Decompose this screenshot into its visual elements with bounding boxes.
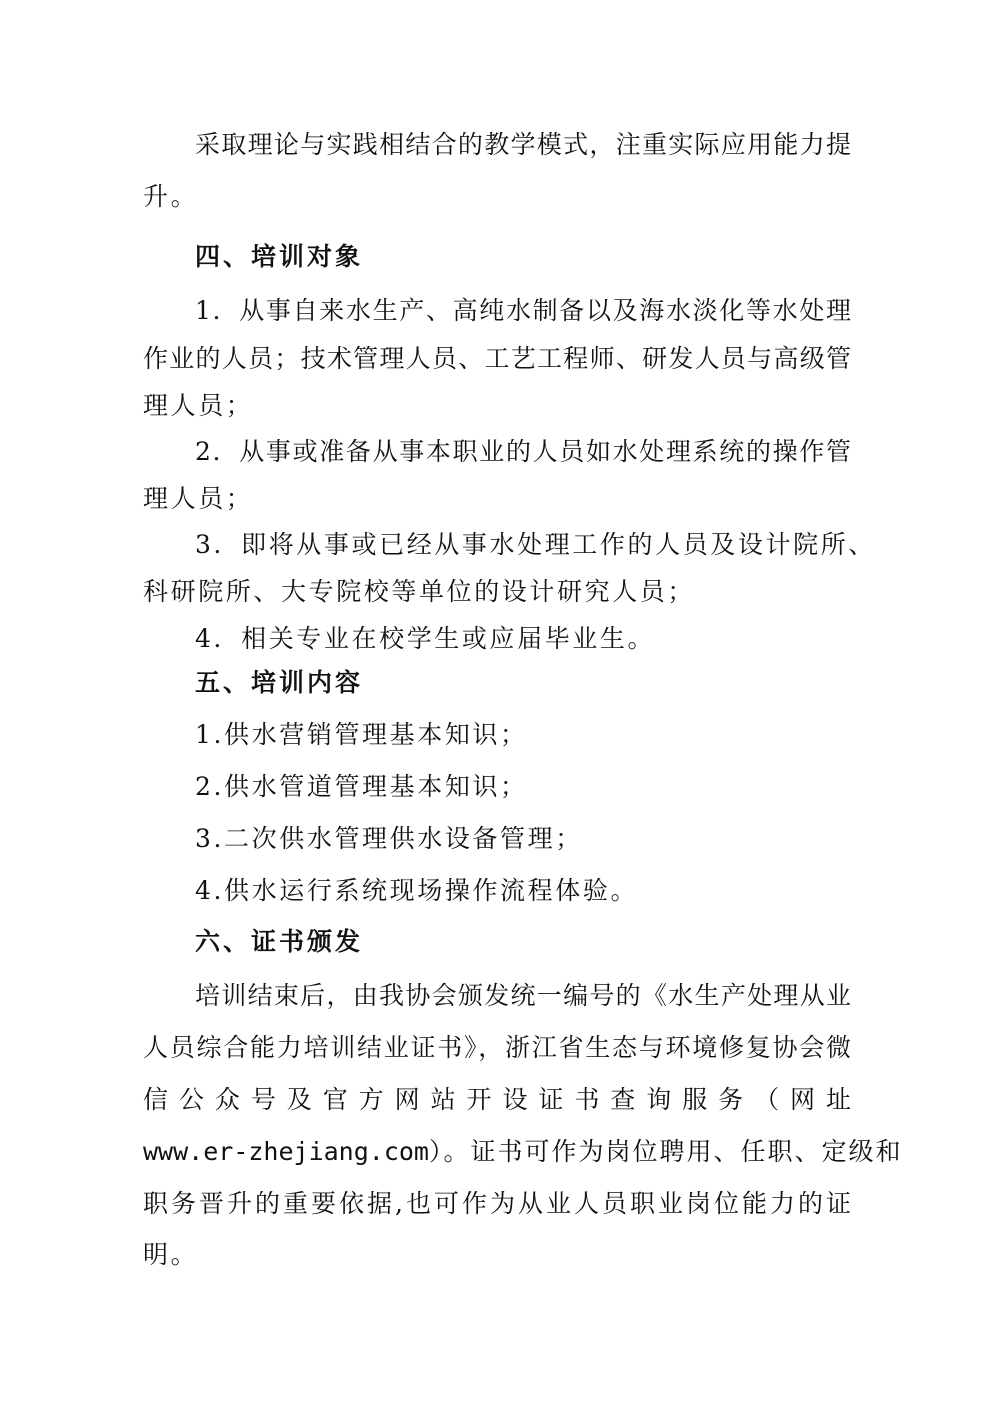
section-heading-certificate: 六、证书颁发	[195, 927, 364, 956]
content-item-3: 3.二次供水管理供水设备管理；	[195, 824, 583, 853]
section-heading-training-target: 四、培训对象	[195, 242, 364, 271]
website-url[interactable]: www.er-zhejiang.com	[143, 1137, 429, 1166]
teaching-mode-line-2: 升。	[143, 182, 199, 211]
target-item-2-line-2: 理人员；	[143, 484, 254, 513]
target-item-1-line-2: 作业的人员；技术管理人员、工艺工程师、研发人员与高级管	[143, 344, 851, 373]
target-item-1-line-3: 理人员；	[143, 391, 254, 420]
section-heading-training-content: 五、培训内容	[195, 668, 364, 697]
certificate-line-4	[143, 1136, 903, 1168]
target-item-1-line-1: 1．从事自来水生产、高纯水制备以及海水淡化等水处理	[195, 296, 851, 325]
certificate-line-4-text: ）。证书可作为岗位聘用、任职、定级和	[428, 1137, 903, 1166]
target-item-4: 4．相关专业在校学生或应届毕业生。	[195, 624, 656, 653]
certificate-line-6: 明。	[143, 1240, 199, 1269]
certificate-line-5: 职务晋升的重要依据,也可作为从业人员职业岗位能力的证	[143, 1189, 851, 1218]
content-item-4: 4.供水运行系统现场操作流程体验。	[195, 876, 639, 905]
target-item-3-line-2: 科研院所、大专院校等单位的设计研究人员；	[143, 577, 696, 606]
target-item-2-line-1: 2．从事或准备从事本职业的人员如水处理系统的操作管	[195, 437, 851, 466]
certificate-line-2: 人员综合能力培训结业证书》，浙江省生态与环境修复协会微	[143, 1033, 851, 1062]
certificate-line-3: 信公众号及官方网站开设证书查询服务（网址	[143, 1085, 851, 1114]
content-item-2: 2.供水管道管理基本知识；	[195, 772, 528, 801]
certificate-line-1: 培训结束后，由我协会颁发统一编号的《水生产处理从业	[195, 981, 851, 1010]
target-item-3-line-1: 3．即将从事或已经从事水处理工作的人员及设计院所、	[195, 530, 876, 559]
teaching-mode-line-1: 采取理论与实践相结合的教学模式，注重实际应用能力提	[195, 130, 851, 159]
content-item-1: 1.供水营销管理基本知识；	[195, 720, 528, 749]
